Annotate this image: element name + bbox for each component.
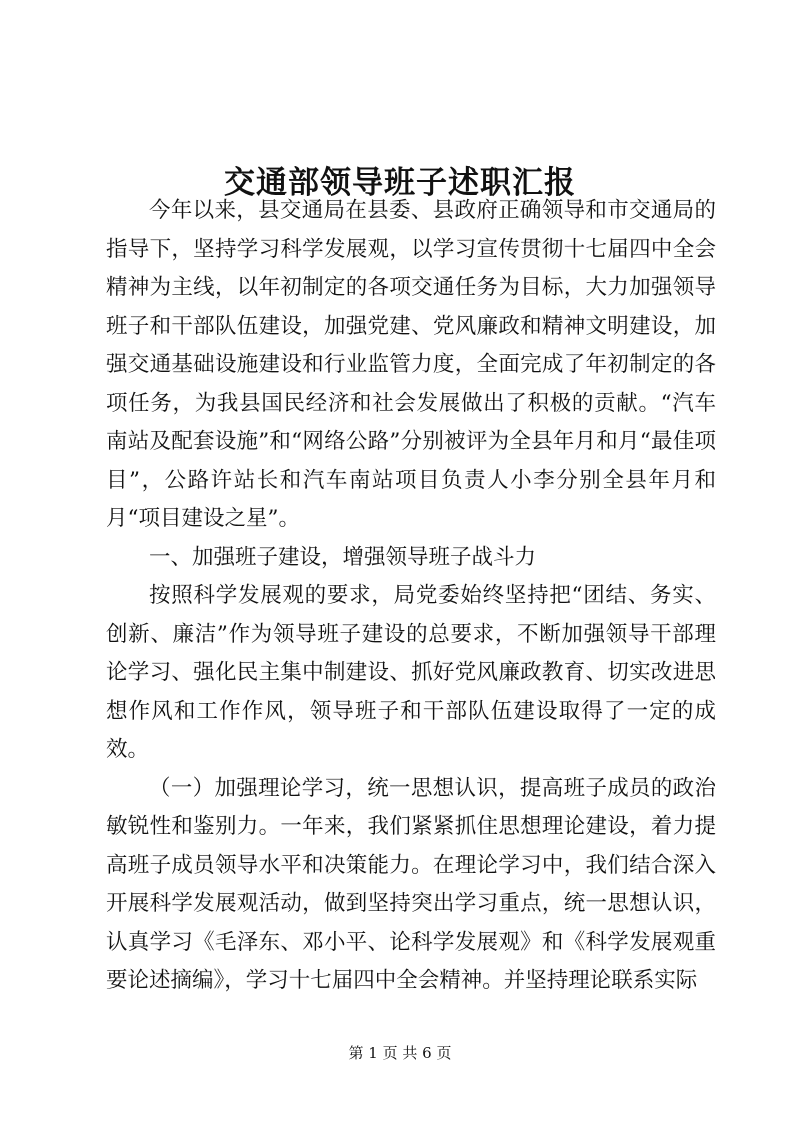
document-body: [106, 192, 716, 1001]
document-title: 交通部领导班子述职汇报: [224, 164, 576, 201]
section-heading-1: 一、加强班子建设，增强领导班子战斗力: [149, 544, 537, 570]
page-footer: 第 1 页 共 6 页: [348, 1044, 452, 1062]
paragraph-section-1: 按照科学发展观的要求，局党委始终坚持把“团结、务实、创新、廉洁”作为领导班子建设的总要求，不断加强领导干部理论学习、强化民主集中制建设、抓好党风廉政教育、切实改进思想作风和工作作风，领导班子和干部队伍建设取得了一定的成效。: [106, 583, 716, 762]
paragraph-intro: 今年以来，县交通局在县委、县政府正确领导和市交通局的指导下，坚持学习科学发展观，以学习宣传贯彻十七届四中全会精神为主线，以年初制定的各项交通任务为目标，大力加强领导班子和干部队伍建设，加强党建、党风廉政和精神文明建设，加强交通基础设施建设和行业监管力度，全面完成了年初制定的各项任务，为我县国民经济和社会发展做出了积极的贡献。“汽车南站及配套设施”和“网络公路”分别被评为全县年月和月“最佳项目”，公路许站长和汽车南站项目负责人小李分别全县年月和月“项目建设之星”。: [106, 198, 716, 531]
paragraph-subsection-1: （一）加强理论学习，统一思想认识，提高班子成员的政治敏锐性和鉴别力。一年来，我们紧紧抓住思想理论建设，着力提高班子成员领导水平和决策能力。在理论学习中，我们结合深入开展科学发展观活动，做到坚持突出学习重点，统一思想认识，认真学习《毛泽东、邓小平、论科学发展观》和《科学发展观重要论述摘编》，学习十七届四中全会精神。并坚持理论联系实际: [106, 775, 716, 993]
